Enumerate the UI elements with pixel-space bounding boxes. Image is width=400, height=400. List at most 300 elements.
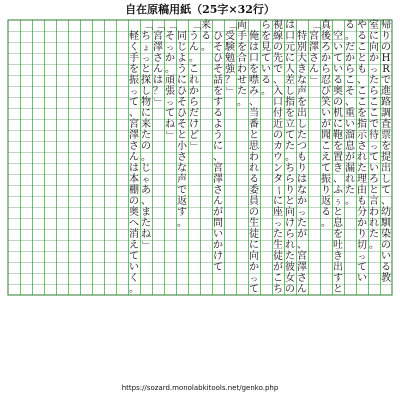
manuscript-char: 振 bbox=[321, 174, 331, 185]
manuscript-char: 、 bbox=[345, 97, 355, 108]
manuscript-char: 宮 bbox=[309, 31, 319, 42]
manuscript-char: た bbox=[141, 130, 151, 141]
manuscript-char: そ bbox=[213, 42, 223, 53]
manuscript-char: 「 bbox=[140, 20, 152, 31]
manuscript-char: を bbox=[249, 64, 259, 75]
manuscript-char: れ bbox=[357, 152, 367, 163]
manuscript-char: ら bbox=[189, 97, 199, 108]
manuscript-char: 口 bbox=[273, 97, 283, 108]
manuscript-char: 、 bbox=[297, 240, 307, 251]
manuscript-char: じ bbox=[141, 163, 151, 174]
manuscript-char: や bbox=[357, 20, 367, 31]
manuscript-char: H bbox=[381, 53, 391, 64]
manuscript-char: 染 bbox=[381, 229, 391, 240]
manuscript-char: タ bbox=[273, 174, 283, 185]
manuscript-char: 徒 bbox=[249, 229, 259, 240]
manuscript-char: わ bbox=[249, 152, 259, 163]
manuscript-char: し bbox=[297, 119, 307, 130]
manuscript-char: だ bbox=[189, 108, 199, 119]
manuscript-char: が bbox=[213, 207, 223, 218]
manuscript-char: ひ bbox=[213, 31, 223, 42]
manuscript-char: 生 bbox=[249, 218, 259, 229]
manuscript-char: 軽 bbox=[129, 31, 139, 42]
manuscript-char: か bbox=[297, 196, 307, 207]
manuscript-char: た bbox=[297, 130, 307, 141]
manuscript-char: が bbox=[321, 119, 331, 130]
manuscript-char: と bbox=[141, 64, 151, 75]
manuscript-char: 合 bbox=[237, 53, 247, 64]
manuscript-char: 。 bbox=[321, 218, 331, 229]
manuscript-char: て bbox=[381, 185, 391, 196]
manuscript-char: 消 bbox=[129, 229, 139, 240]
manuscript-char: る bbox=[201, 31, 211, 42]
manuscript-char: に bbox=[333, 119, 343, 130]
manuscript-char: 張 bbox=[165, 86, 175, 97]
manuscript-char: ゃ bbox=[142, 175, 150, 184]
manuscript-char: と bbox=[333, 284, 343, 295]
manuscript-char: き bbox=[333, 251, 343, 262]
manuscript-char: 入 bbox=[273, 86, 283, 97]
manuscript-char: 向 bbox=[285, 207, 295, 218]
manuscript-char: 、 bbox=[249, 97, 259, 108]
manuscript-char: 視 bbox=[273, 20, 283, 31]
manuscript-char: 元 bbox=[285, 42, 295, 53]
manuscript-char: 返 bbox=[177, 196, 187, 207]
manuscript-char: に bbox=[285, 53, 295, 64]
manuscript-char: 。 bbox=[201, 42, 211, 53]
manuscript-char: 聞 bbox=[321, 130, 331, 141]
manuscript-char: っ bbox=[166, 43, 174, 52]
manuscript-char: ち bbox=[273, 284, 283, 295]
manuscript-char: て bbox=[129, 97, 139, 108]
manuscript-char: そ bbox=[345, 86, 355, 97]
manuscript-char: 口 bbox=[285, 31, 295, 42]
manuscript-char bbox=[176, 20, 188, 31]
manuscript-char: を bbox=[381, 141, 391, 152]
manuscript-char: 笑 bbox=[321, 97, 331, 108]
manuscript-char: ふ bbox=[333, 185, 343, 196]
manuscript-char: と bbox=[357, 53, 367, 64]
manuscript-char: は bbox=[129, 163, 139, 174]
manuscript-char: た bbox=[273, 229, 283, 240]
manuscript-char: 立 bbox=[285, 119, 295, 130]
manuscript-char: る bbox=[345, 20, 355, 31]
manuscript-char: て bbox=[285, 130, 295, 141]
manuscript-char: さ bbox=[213, 185, 223, 196]
manuscript-char: を bbox=[333, 229, 343, 240]
manuscript-char: 手 bbox=[237, 31, 247, 42]
manuscript-char: 差 bbox=[285, 75, 295, 86]
manuscript-char: 理 bbox=[357, 174, 367, 185]
manuscript-char: こ bbox=[345, 75, 355, 86]
manuscript-char: を bbox=[261, 31, 271, 42]
manuscript-char: り bbox=[321, 185, 331, 196]
manuscript-char bbox=[332, 20, 344, 31]
manuscript-char: 澤 bbox=[213, 174, 223, 185]
manuscript-char: か bbox=[249, 262, 259, 273]
manuscript-char: そ bbox=[177, 119, 187, 130]
manuscript-char: っ bbox=[298, 208, 306, 217]
manuscript-char: え bbox=[129, 240, 139, 251]
manuscript-char: 向 bbox=[249, 251, 259, 262]
manuscript-char: を bbox=[297, 97, 307, 108]
manuscript-char: 話 bbox=[213, 75, 223, 86]
manuscript-char: っ bbox=[370, 65, 378, 74]
manuscript-char: っ bbox=[358, 252, 366, 261]
manuscript-char: 口 bbox=[249, 53, 259, 64]
manuscript-char: た bbox=[141, 218, 151, 229]
manuscript-char: ら bbox=[285, 229, 295, 240]
manuscript-char: 、 bbox=[213, 152, 223, 163]
manuscript-char: 指 bbox=[285, 97, 295, 108]
manuscript-char: か bbox=[165, 53, 175, 64]
manuscript-char: っ bbox=[130, 87, 138, 96]
manuscript-char: 「 bbox=[188, 20, 200, 31]
manuscript-char: 言 bbox=[369, 196, 379, 207]
manuscript-char: た bbox=[237, 86, 247, 97]
manuscript-char: と bbox=[177, 130, 187, 141]
manuscript-char bbox=[212, 20, 224, 31]
manuscript-char: 当 bbox=[249, 108, 259, 119]
manuscript-char: 、 bbox=[141, 196, 151, 207]
manuscript-char: ？ bbox=[225, 75, 235, 86]
manuscript-char: が bbox=[273, 262, 283, 273]
manuscript-char: せ bbox=[237, 75, 247, 86]
manuscript-char: 別 bbox=[297, 42, 307, 53]
manuscript-char: く bbox=[129, 273, 139, 284]
manuscript-char: た bbox=[345, 185, 355, 196]
manuscript-char: 受 bbox=[225, 31, 235, 42]
manuscript-char: 示 bbox=[357, 130, 367, 141]
manuscript-char: ウ bbox=[273, 152, 283, 163]
manuscript-char: ら bbox=[345, 64, 355, 75]
manuscript-char: 溜 bbox=[345, 130, 355, 141]
manuscript-char: た bbox=[369, 229, 379, 240]
manuscript-char: 本 bbox=[129, 174, 139, 185]
manuscript-char: 来 bbox=[141, 119, 151, 130]
manuscript-char: 帰 bbox=[381, 20, 391, 31]
manuscript-char: つ bbox=[297, 141, 307, 152]
manuscript-char bbox=[248, 20, 260, 31]
manuscript-char: 吐 bbox=[333, 240, 343, 251]
manuscript-char: ろ bbox=[369, 174, 379, 185]
manuscript-char: い bbox=[321, 108, 331, 119]
manuscript-char: え bbox=[321, 152, 331, 163]
manuscript-char: 大 bbox=[297, 53, 307, 64]
manuscript-char: 空 bbox=[333, 31, 343, 42]
manuscript-char: な bbox=[177, 163, 187, 174]
manuscript-char: 頑 bbox=[165, 75, 175, 86]
manuscript-char: て bbox=[129, 251, 139, 262]
manuscript-char: R bbox=[382, 64, 390, 75]
manuscript-char: い bbox=[333, 64, 343, 75]
manuscript-char: 机 bbox=[333, 108, 343, 119]
manuscript-char: の bbox=[381, 42, 391, 53]
manuscript-char: に bbox=[177, 75, 187, 86]
manuscript-char: ん bbox=[309, 64, 319, 75]
manuscript-char: 奥 bbox=[333, 86, 343, 97]
manuscript-char: れ bbox=[369, 218, 379, 229]
manuscript-char: 委 bbox=[249, 185, 259, 196]
manuscript-char: 。 bbox=[189, 53, 199, 64]
manuscript-char: れ bbox=[285, 240, 295, 251]
manuscript-char: 。 bbox=[177, 218, 187, 229]
manuscript-char: 提 bbox=[381, 152, 391, 163]
manuscript-char: こ bbox=[357, 86, 367, 97]
manuscript-char: 噤 bbox=[249, 75, 259, 86]
manuscript-char: ょ bbox=[142, 43, 150, 52]
manuscript-char: き bbox=[297, 64, 307, 75]
manuscript-char: ち bbox=[141, 31, 151, 42]
manuscript-char: に bbox=[141, 108, 151, 119]
manuscript-char: あ bbox=[141, 185, 151, 196]
manuscript-char: 出 bbox=[381, 163, 391, 174]
manuscript-char: よ bbox=[213, 119, 223, 130]
manuscript-char: 真 bbox=[321, 20, 331, 31]
manuscript-char: ー bbox=[272, 185, 284, 196]
manuscript-char: ん bbox=[213, 196, 223, 207]
manuscript-char: こ bbox=[321, 141, 331, 152]
manuscript-char: 澤 bbox=[309, 42, 319, 53]
manuscript-char: か bbox=[369, 53, 379, 64]
manuscript-char: た bbox=[357, 163, 367, 174]
manuscript-char: す bbox=[333, 273, 343, 284]
manuscript-char: っ bbox=[166, 98, 174, 107]
manuscript-char: だ bbox=[345, 42, 355, 53]
manuscript-char: へ bbox=[129, 218, 139, 229]
manuscript-char: と bbox=[333, 207, 343, 218]
manuscript-char: ん bbox=[297, 284, 307, 295]
manuscript-char: 声 bbox=[177, 174, 187, 185]
manuscript-char: の bbox=[333, 97, 343, 108]
manuscript-char: 験 bbox=[225, 42, 235, 53]
manuscript-char: 教 bbox=[381, 273, 391, 284]
manuscript-char: 強 bbox=[225, 64, 235, 75]
manuscript-char: は bbox=[153, 75, 163, 86]
manuscript-char: る bbox=[381, 262, 391, 273]
manuscript-char: ら bbox=[369, 86, 379, 97]
manuscript-char: み bbox=[249, 86, 259, 97]
manuscript-char: い bbox=[213, 229, 223, 240]
manuscript-char: か bbox=[321, 53, 331, 64]
manuscript-char: ん bbox=[153, 64, 163, 75]
manuscript-char: て bbox=[165, 108, 175, 119]
manuscript-char: の bbox=[129, 196, 139, 207]
manuscript-char: で bbox=[177, 185, 187, 196]
manuscript-char: 幼 bbox=[381, 207, 391, 218]
manuscript-char: 同 bbox=[177, 31, 187, 42]
manuscript-char: を bbox=[237, 42, 247, 53]
manuscript-char: ン bbox=[273, 163, 283, 174]
manuscript-char: の bbox=[249, 207, 259, 218]
manuscript-char: ん bbox=[129, 152, 139, 163]
manuscript-char: も bbox=[357, 196, 367, 207]
manuscript-char: 先 bbox=[273, 53, 283, 64]
manuscript-char: い bbox=[357, 273, 367, 284]
manuscript-char: さ bbox=[153, 53, 163, 64]
manuscript-char: 徒 bbox=[273, 251, 283, 262]
manuscript-char: ひ bbox=[177, 108, 187, 119]
manuscript-char: な bbox=[297, 75, 307, 86]
manuscript-char: 。 bbox=[285, 152, 295, 163]
manuscript-char: 宮 bbox=[213, 163, 223, 174]
manuscript-char bbox=[296, 20, 308, 31]
manuscript-char: か bbox=[189, 86, 199, 97]
manuscript-char: の bbox=[381, 240, 391, 251]
manuscript-char: 澤 bbox=[297, 262, 307, 273]
manuscript-char: う bbox=[213, 130, 223, 141]
manuscript-char: す bbox=[177, 207, 187, 218]
manuscript-char: し bbox=[381, 174, 391, 185]
manuscript-char: は bbox=[297, 174, 307, 185]
manuscript-char: り bbox=[381, 31, 391, 42]
manuscript-char: け bbox=[189, 119, 199, 130]
manuscript-char: 。 bbox=[345, 196, 355, 207]
manuscript-char: 息 bbox=[345, 141, 355, 152]
manuscript-char: 」 bbox=[224, 86, 236, 97]
manuscript-char: れ bbox=[189, 75, 199, 86]
manuscript-char: 付 bbox=[273, 108, 283, 119]
manuscript-char: わ bbox=[369, 207, 379, 218]
manuscript-char: じ bbox=[177, 42, 187, 53]
manuscript-char: さ bbox=[177, 152, 187, 163]
manuscript-char: 声 bbox=[297, 86, 307, 97]
manuscript-char: を bbox=[285, 108, 295, 119]
manuscript-char: に bbox=[273, 196, 283, 207]
manuscript-char: が bbox=[297, 229, 307, 240]
manuscript-char: 待 bbox=[369, 130, 379, 141]
manuscript-char: と bbox=[249, 130, 259, 141]
manuscript-char: 、 bbox=[357, 75, 367, 86]
manuscript-char: 進 bbox=[381, 86, 391, 97]
manuscript-char: り bbox=[357, 229, 367, 240]
manuscript-char: っ bbox=[370, 142, 378, 151]
manuscript-char: い bbox=[333, 42, 343, 53]
manuscript-char: ま bbox=[141, 207, 151, 218]
manuscript-char: 宮 bbox=[153, 31, 163, 42]
manuscript-char: よ bbox=[177, 53, 187, 64]
manuscript-char: 票 bbox=[381, 130, 391, 141]
footer-url: https://sozard.monolabkitools.net/genko.php bbox=[121, 384, 279, 392]
manuscript-char: か bbox=[357, 218, 367, 229]
manuscript-char: い bbox=[369, 163, 379, 174]
manuscript-char: け bbox=[285, 218, 295, 229]
manuscript-char: 座 bbox=[273, 207, 283, 218]
manuscript-char: 探 bbox=[141, 75, 151, 86]
manuscript-char: し bbox=[285, 86, 295, 97]
manuscript-char: 「 bbox=[152, 20, 164, 31]
manuscript-char: 宮 bbox=[297, 251, 307, 262]
manuscript-char: な bbox=[297, 185, 307, 196]
manuscript-char: か bbox=[213, 240, 223, 251]
manuscript-char: で bbox=[273, 64, 283, 75]
manuscript-char: ひ bbox=[177, 86, 187, 97]
manuscript-char: て bbox=[369, 152, 379, 163]
manuscript-char: っ bbox=[250, 274, 258, 283]
manuscript-char: 。 bbox=[345, 31, 355, 42]
manuscript-char: の bbox=[273, 42, 283, 53]
manuscript-char: で bbox=[381, 75, 391, 86]
manuscript-char: ら bbox=[285, 174, 295, 185]
manuscript-char: 。 bbox=[141, 152, 151, 163]
manuscript-char: に bbox=[369, 31, 379, 42]
manuscript-char: る bbox=[213, 108, 223, 119]
manuscript-char: 女 bbox=[285, 273, 295, 284]
manuscript-char: 」 bbox=[188, 141, 200, 152]
manuscript-char: に bbox=[213, 141, 223, 152]
manuscript-char: 後 bbox=[321, 31, 331, 42]
manuscript-char: 「 bbox=[224, 20, 236, 31]
manuscript-char: 向 bbox=[369, 42, 379, 53]
manuscript-char: で bbox=[369, 119, 379, 130]
manuscript-char: れ bbox=[249, 163, 259, 174]
manuscript-char: う bbox=[177, 64, 187, 75]
manuscript-char: て bbox=[357, 262, 367, 273]
manuscript-char: の bbox=[141, 141, 151, 152]
manuscript-char: こ bbox=[369, 108, 379, 119]
manuscript-char: 忍 bbox=[321, 75, 331, 86]
manuscript-char: ち bbox=[285, 163, 295, 174]
manuscript-char: 指 bbox=[357, 119, 367, 130]
manuscript-char: 振 bbox=[129, 75, 139, 86]
manuscript-char: 」 bbox=[308, 75, 320, 86]
manuscript-char: り bbox=[297, 163, 307, 174]
manuscript-char: を bbox=[129, 64, 139, 75]
manuscript-char: 。 bbox=[165, 64, 175, 75]
manuscript-char: っ bbox=[142, 54, 150, 63]
manuscript-char: も bbox=[357, 64, 367, 75]
manuscript-char: 奥 bbox=[129, 207, 139, 218]
manuscript-char: こ bbox=[189, 64, 199, 75]
manuscript-char: る bbox=[333, 75, 343, 86]
manuscript-char: 物 bbox=[141, 97, 151, 108]
manuscript-char: 員 bbox=[249, 196, 259, 207]
manuscript-char: の bbox=[285, 284, 295, 295]
manuscript-char: 棚 bbox=[129, 185, 139, 196]
manuscript-char: 特 bbox=[297, 31, 307, 42]
manuscript-char: 重 bbox=[345, 108, 355, 119]
manuscript-char: 出 bbox=[333, 262, 343, 273]
manuscript-char: 分 bbox=[357, 207, 367, 218]
manuscript-char: る bbox=[261, 75, 271, 86]
manuscript-char: 由 bbox=[357, 185, 367, 196]
manuscript-char: っ bbox=[274, 219, 282, 228]
manuscript-char: そ bbox=[213, 64, 223, 75]
manuscript-char: 澤 bbox=[153, 42, 163, 53]
page-title: 自在原稿用紙（25字×32行） bbox=[125, 3, 275, 16]
manuscript-char: 俺 bbox=[249, 31, 259, 42]
manuscript-char: 「 bbox=[308, 20, 320, 31]
manuscript-char: 宮 bbox=[129, 119, 139, 130]
manuscript-char: 。 bbox=[129, 284, 139, 295]
manuscript-char: ら bbox=[261, 20, 271, 31]
manuscript-char: 澤 bbox=[129, 130, 139, 141]
manuscript-char: た bbox=[297, 218, 307, 229]
manuscript-char: が bbox=[345, 152, 355, 163]
manuscript-char: こ bbox=[357, 97, 367, 108]
manuscript-char: 彼 bbox=[285, 262, 295, 273]
manuscript-char: 路 bbox=[381, 97, 391, 108]
manuscript-char: 鞄 bbox=[333, 130, 343, 141]
manuscript-char: 勉 bbox=[225, 53, 235, 64]
manuscript-char: 人 bbox=[285, 64, 295, 75]
manuscript-char: い bbox=[345, 119, 355, 130]
manuscript-char: て bbox=[213, 262, 223, 273]
manuscript-char: か bbox=[345, 53, 355, 64]
manuscript-char: て bbox=[261, 53, 271, 64]
manuscript-char: 来 bbox=[201, 20, 211, 31]
manuscript-char: 線 bbox=[273, 31, 283, 42]
